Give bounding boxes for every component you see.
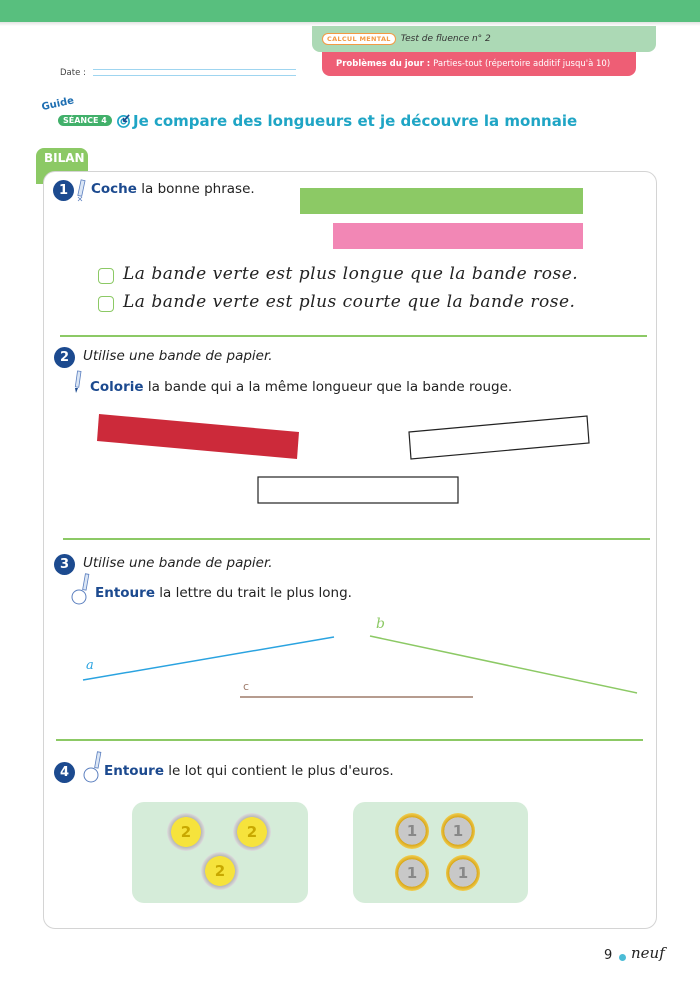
- exercise-3-text: la lettre du trait le plus long.: [159, 585, 352, 601]
- letter-c[interactable]: c: [243, 680, 250, 693]
- exercise-1-text: la bonne phrase.: [141, 181, 255, 197]
- exercise-1-instruction: [91, 181, 255, 197]
- tilted-band[interactable]: [409, 416, 589, 459]
- green-bar: [300, 188, 583, 214]
- top-banner: [0, 0, 700, 22]
- option-1-checkbox[interactable]: [98, 268, 114, 284]
- page-number: 9: [604, 948, 613, 963]
- two-euro-coin: 2: [233, 813, 271, 851]
- divider-3: [56, 739, 643, 741]
- circle-pencil-icon: [70, 572, 92, 606]
- exercise-2-subtitle: Utilise une bande de papier.: [83, 348, 273, 364]
- exercise-2-bands: [90, 410, 610, 510]
- calcul-mental-tab: [312, 26, 656, 52]
- exercise-4-verb: Entoure: [104, 763, 164, 779]
- one-euro-coin: 1: [441, 813, 475, 849]
- circle-pencil-icon: [82, 750, 104, 784]
- one-euro-coin: 1: [395, 813, 429, 849]
- date-field[interactable]: [93, 75, 296, 76]
- page-title: Je compare des longueurs et je découvre la monnaie: [133, 112, 578, 130]
- two-euro-coin: 2: [167, 813, 205, 851]
- exercise-2-verb: Colorie: [90, 379, 144, 395]
- divider-2: [63, 538, 650, 540]
- one-euro-coin: 1: [446, 855, 480, 891]
- exercise-number-4: 4: [54, 762, 75, 783]
- divider-1: [60, 335, 647, 337]
- exercise-1-verb: Coche: [91, 181, 137, 197]
- pink-bar: [333, 223, 583, 249]
- two-euro-coin: 2: [201, 852, 239, 890]
- exercise-3-verb: Entoure: [95, 585, 155, 601]
- option-1-text: La bande verte est plus longue que la bande rose.: [123, 264, 579, 284]
- seance-badge: SÉANCE 4: [58, 115, 112, 126]
- letter-a[interactable]: a: [86, 658, 95, 673]
- exercise-number-3: 3: [54, 554, 75, 575]
- bilan-tab: BILAN: [36, 148, 88, 184]
- one-euro-coin: 1: [395, 855, 429, 891]
- letter-b[interactable]: b: [376, 616, 386, 632]
- line-a: [83, 637, 334, 680]
- calcul-mental-badge: CALCUL MENTAL: [322, 33, 396, 45]
- exercise-2-instruction: [90, 379, 512, 395]
- line-b: [370, 636, 637, 693]
- exercise-4-instruction: [104, 763, 394, 779]
- lot-1-euro-coins[interactable]: [353, 802, 528, 903]
- option-2-text: La bande verte est plus courte que la bande rose.: [123, 292, 576, 312]
- horizontal-band[interactable]: [258, 477, 458, 503]
- marker-icon: [72, 370, 82, 394]
- guide-label: Guide: [40, 95, 75, 113]
- problems-label: Problèmes du jour :: [336, 59, 431, 69]
- exercise-number-2: 2: [54, 347, 75, 368]
- exercise-2-text: la bande qui a la même longueur que la bande rouge.: [147, 379, 513, 395]
- exercise-3-subtitle: Utilise une bande de papier.: [83, 555, 273, 571]
- page-word: neuf: [631, 944, 665, 962]
- problems-text: Parties-tout (répertoire additif jusqu'à 10): [433, 59, 611, 69]
- exercise-4-text: le lot qui contient le plus d'euros.: [168, 763, 394, 779]
- exercise-number-1: 1: [53, 180, 74, 201]
- pencil-icon: [76, 178, 86, 202]
- problems-tab: [322, 52, 636, 76]
- option-2-checkbox[interactable]: [98, 296, 114, 312]
- page-dot: [619, 954, 626, 961]
- exercise-3-instruction: [95, 585, 352, 601]
- red-band: [97, 414, 299, 459]
- target-icon: [116, 113, 131, 128]
- date-label: Date :: [60, 68, 86, 78]
- calcul-mental-text: Test de fluence n° 2: [400, 34, 491, 44]
- exercise-3-lines: [80, 610, 650, 710]
- date-line-top: [93, 69, 296, 70]
